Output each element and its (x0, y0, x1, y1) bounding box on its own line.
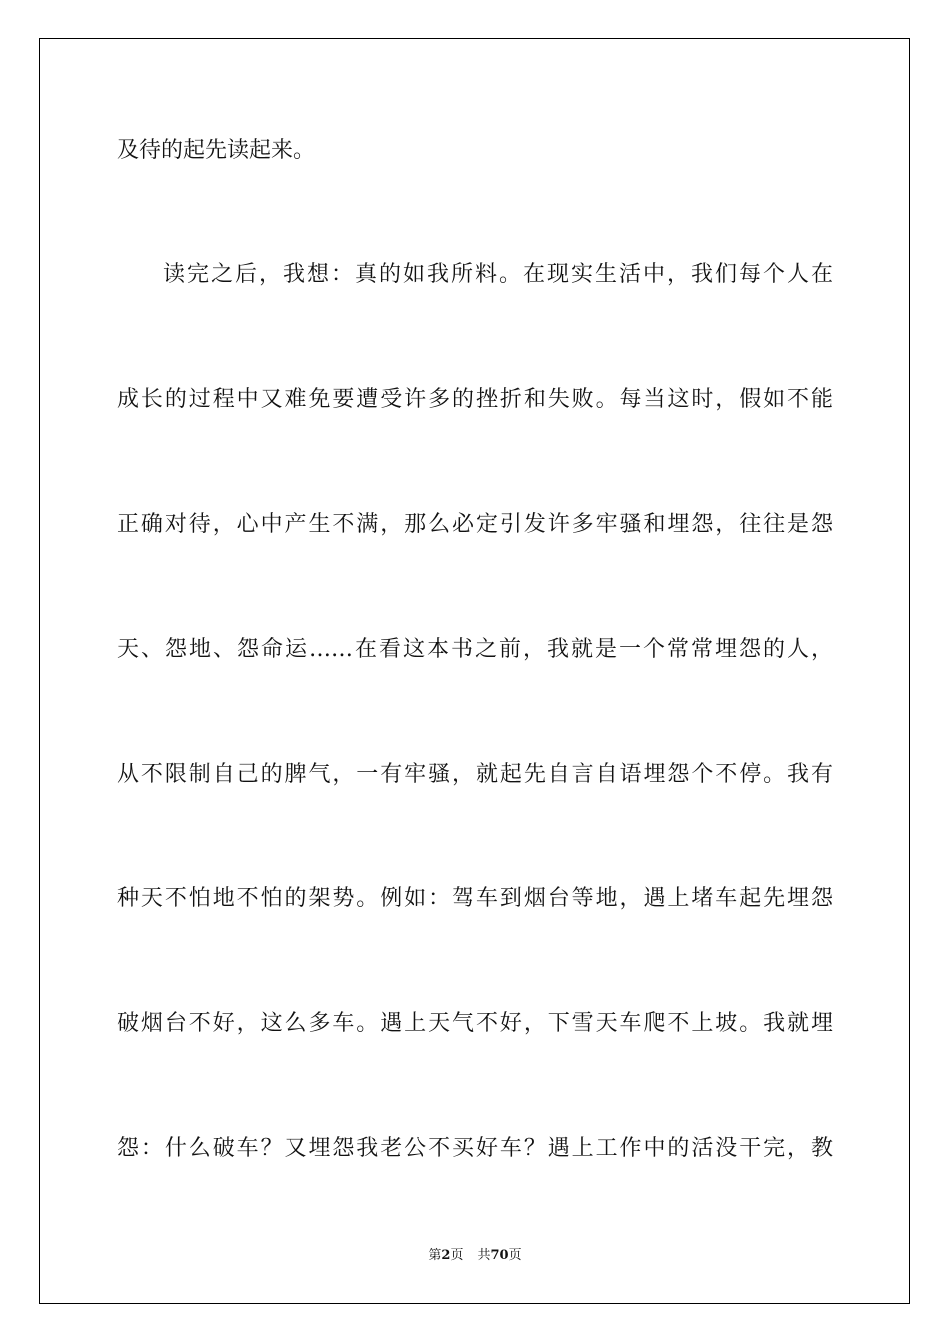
footer-total-suffix: 页 (508, 1248, 522, 1263)
page-border (39, 38, 910, 1304)
text-line-3: 成长的过程中又难免要遭受许多的挫折和失败。每当这时，假如不能 (117, 387, 833, 412)
text-line-6: 从不限制自己的脾气，一有牢骚，就起先自言自语埋怨个不停。我有 (117, 762, 833, 787)
text-line-4: 正确对待，心中产生不满，那么必定引发许多牢骚和埋怨，往往是怨 (117, 512, 833, 537)
footer-total-prefix: 共 (477, 1248, 491, 1263)
footer-page-suffix: 页 (450, 1248, 464, 1263)
footer-page-prefix: 第 (428, 1248, 442, 1263)
footer-page-number: 2 (441, 1248, 451, 1263)
text-line-2: 读完之后，我想：真的如我所料。在现实生活中，我们每个人在 (163, 262, 833, 287)
text-line-5: 天、怨地、怨命运……在看这本书之前，我就是一个常常埋怨的人， (117, 637, 833, 662)
text-line-9: 怨：什么破车？又埋怨我老公不买好车？遇上工作中的活没干完，教 (117, 1136, 833, 1161)
text-line-1: 及待的起先读起来。 (117, 138, 316, 163)
text-line-7: 种天不怕地不怕的架势。例如：驾车到烟台等地，遇上堵车起先埋怨 (117, 886, 833, 911)
footer-total-pages: 70 (490, 1248, 509, 1263)
page-footer (0, 1247, 950, 1265)
text-line-8: 破烟台不好，这么多车。遇上天气不好，下雪天车爬不上坡。我就埋 (117, 1011, 833, 1036)
